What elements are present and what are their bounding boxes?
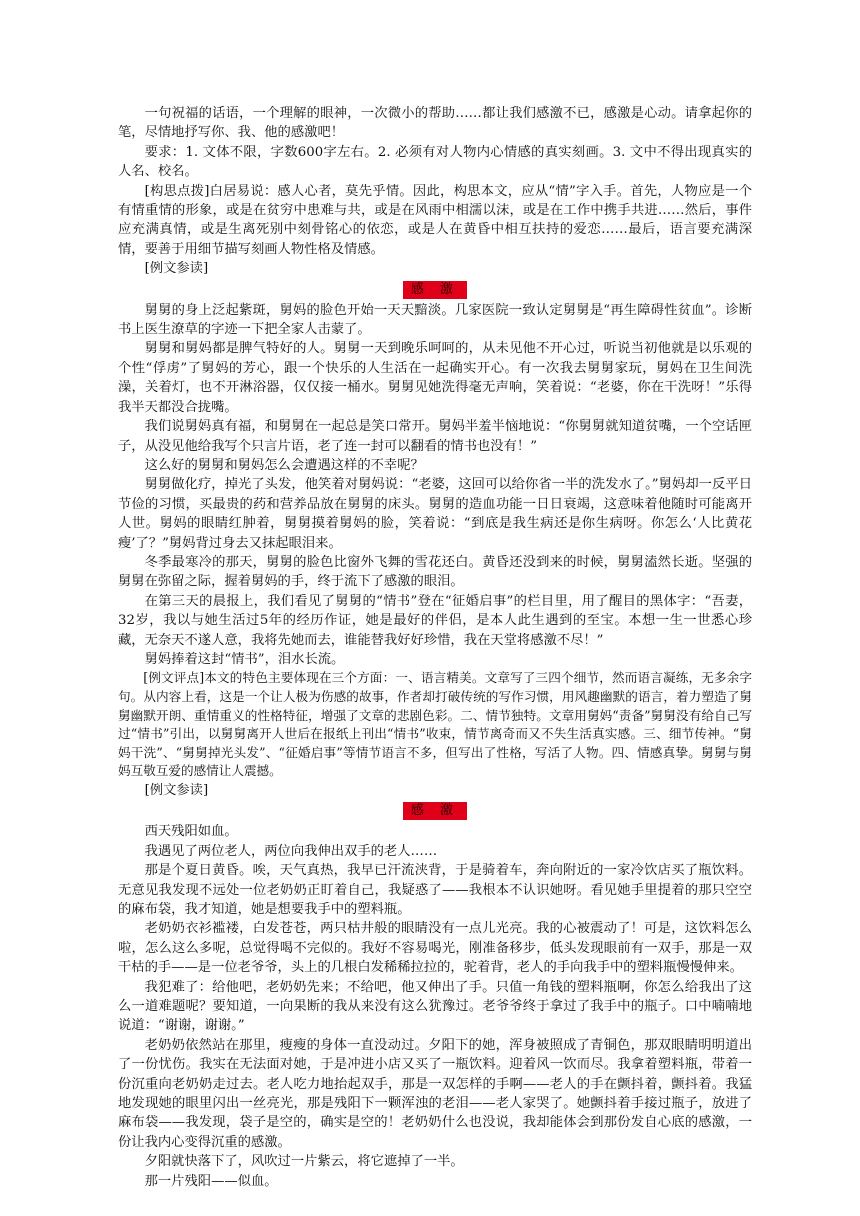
essay1-paragraph: 舅妈捧着这封“情书”，泪水长流。: [144, 651, 345, 667]
essay2-paragraph: 西天残阳如血。: [144, 824, 238, 840]
essay2-paragraph: 那一片残阳——似血。: [144, 1173, 278, 1189]
essay2-paragraph: 我犯难了：给他吧，老奶奶先来；不给吧，他又伸出了手。只值一角钱的塑料瓶啊，你怎么给我出了这么一道难题呢？要知道，一向果断的我从来没有这么犹豫过。老爷爷终于拿过了我手中的瓶子。口中喃喃地说道：“谢谢，谢谢。”: [118, 979, 752, 1034]
requirements-paragraph: 要求：1. 文体不限，字数600字左右。2. 必须有对人物内心情感的真实刻画。3. 文中不得出现真实的人名、校名。: [118, 144, 752, 180]
essay1-paragraph: 我们说舅妈真有福，和舅舅在一起总是笑口常开。舅妈半羞半恼地说：“你舅舅就知道贫嘴，一个空话匣子，从没见他给我写个只言片语，老了连一封可以翻看的情书也没有！”: [118, 419, 752, 454]
concept-tips-paragraph: [构思点拨]白居易说：感人心者，莫先乎情。因此，构思本文，应从“情”字入手。首先，人物应是一个有情重情的形象，或是在贫穷中患难与共，或是在风雨中相濡以沫，或是在工作中携手共进……然后，事件应充满真情，或是生离死别中刻骨铭心的依恋，或是人在黄昏中相互扶持的爱恋……最后，语言要充满深情，要善于用细节描写刻画人物性格及情感。: [118, 183, 752, 257]
essay1-paragraph: 在第三天的晨报上，我们看见了舅舅的“情书”登在“征婚启事”的栏目里，用了醒目的黑体字：“吾妻，32岁，我以与她生活过5年的经历作证，她是最好的伴侣，是本人此生遇到的至宝。本想一生一世悉心珍藏，无奈天不遂人意，我将先她而去，谁能替我好好珍惜，我在天堂将感激不尽！”: [118, 593, 752, 648]
essay2-paragraph: 夕阳就快落下了，风吹过一片紫云，将它遮掉了一半。: [144, 1154, 464, 1170]
essay2-paragraph: 我遇见了两位老人，两位向我伸出双手的老人……: [144, 843, 438, 859]
essay1-review: [例文评点]本文的特色主要体现在三个方面：一、语言精美。文章写了三四个细节，然而语言凝练，无多余字句。从内容上看，这是一个让人极为伤感的故事，作者却打破传统的写作习惯，用风趣幽默的语言，着力塑造了舅舅幽默开朗、重情重义的性格特征，增强了文章的悲剧色彩。二、情节独特。文章用舅妈“责备”舅舅没有给自己写过“情书”引出，以舅舅离开人世后在报纸上刊出“情书”收束，情节离奇而又不失生活真实感。三、细节传神。“舅妈干洗”、“舅舅掉光头发”、“征婚启事”等情节语言不多，但写出了性格，写活了人物。四、情感真挚。舅舅与舅妈互敬互爱的感情让人震撼。: [118, 670, 752, 779]
essay1-paragraph: 舅舅和舅妈都是脾气特好的人。舅舅一天到晚乐呵呵的，从未见他不开心过，听说当初他就是以乐观的个性“俘虏”了舅妈的芳心，跟一个快乐的人生活在一起确实开心。有一次我去舅舅家玩，舅妈在卫生间洗澡，关着灯，也不开淋浴器，仅仅接一桶水。舅舅见她洗得毫无声响，笑着说：“老婆，你在干洗呀！”乐得我半天都没合拢嘴。: [118, 341, 752, 415]
essay1-title-row: [118, 280, 752, 300]
essay2-paragraph: 老奶奶衣衫褴褛，白发苍苍，两只枯井般的眼睛没有一点儿光亮。我的心被震动了！可是，这饮料怎么啦，怎么这么多呢，总觉得喝不完似的。我好不容易喝光，刚准备移步，低头发现眼前有一双手，那是一双干枯的手——是一位老爷爷，头上的几根白发稀稀拉拉的，驼着背，老人的手向我手中的塑料瓶慢慢伸来。: [118, 921, 752, 976]
essay1-paragraph: 这么好的舅舅和舅妈怎么会遭遇这样的不幸呢？: [144, 457, 424, 473]
example-reference-label-2: [例文参读]: [144, 782, 209, 798]
essay1-paragraph: 冬季最寒冷的那天，舅舅的脸色比窗外飞舞的雪花还白。黄昏还没到来的时候，舅舅溘然长逝。坚强的舅舅在弥留之际，握着舅妈的手，终于流下了感激的眼泪。: [118, 554, 752, 590]
essay1-paragraph: 舅舅做化疗，掉光了头发，他笑着对舅妈说：“老婆，这回可以给你省一半的洗发水了。”舅妈却一反平日节俭的习惯，买最贵的药和营养品放在舅舅的床头。舅舅的造血功能一日日衰竭，这意味着他随时可能离开人世。舅妈的眼睛红肿着，舅舅摸着舅妈的脸，笑着说：“到底是我生病还是你生病呀。你怎么‘人比黄花瘦’了？”舅妈背过身去又抹起眼泪来。: [118, 477, 752, 551]
essay2-paragraph: 那是个夏日黄昏。唉，天气真热，我早已汗流浃背，于是骑着车，奔向附近的一家冷饮店买了瓶饮料。无意见我发现不远处一位老奶奶正盯着自己，我疑惑了——我根本不认识她呀。看见她手里提着的那只空空的麻布袋，我才知道，她是想要我手中的塑料瓶。: [118, 863, 752, 917]
intro-paragraph: 一句祝福的话语，一个理解的眼神，一次微小的帮助……都让我们感激不已，感激是心动。请拿起你的笔，尽情地抒写你、我、他的感激吧！: [118, 106, 752, 141]
essay2-title: 感 激: [403, 802, 467, 820]
essay2-title-row: [118, 801, 752, 821]
essay1-paragraph: 舅舅的身上泛起紫斑，舅妈的脸色开始一天天黯淡。几家医院一致认定舅舅是“再生障碍性贫血”。诊断书上医生潦草的字迹一下把全家人击蒙了。: [118, 302, 752, 338]
example-reference-label: [例文参读]: [144, 261, 209, 277]
essay1-title: 感 激: [403, 281, 467, 299]
essay2-paragraph: 老奶奶依然站在那里，瘦瘦的身体一直没动过。夕阳下的她，浑身被照成了青铜色，那双眼睛明明道出了一份忧伤。我实在无法面对她，于是冲进小店又买了一瓶饮料。迎着风一饮而尽。我拿着塑料瓶，带着一份沉重向老奶奶走过去。老人吃力地抬起双手，那是一双怎样的手啊——老人的手在颤抖着，颤抖着。我猛地发现她的眼里闪出一丝亮光，那是残阳下一颗浑浊的老泪——老人家哭了。她颤抖着手接过瓶子，放进了麻布袋——我发现，袋子是空的，确实是空的！老奶奶什么也没说，我却能体会到那份发自心底的感激，一份让我内心变得沉重的感激。: [118, 1037, 752, 1150]
